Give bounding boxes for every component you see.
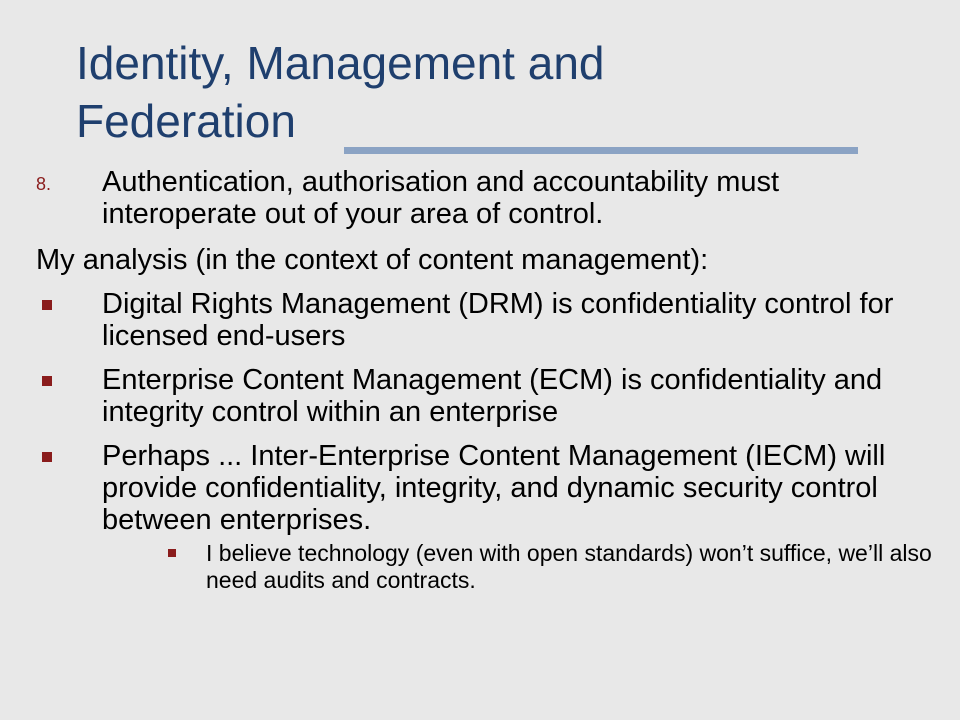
slide-title-line-2: Federation — [76, 95, 296, 147]
analysis-intro: My analysis (in the context of content management): — [36, 244, 709, 276]
bullet-text: Perhaps ... Inter-Enterprise Content Management (IECM) will provide confidentiality, integrity, and dynamic security control between enterprises. — [102, 440, 886, 536]
bullet-item — [36, 440, 936, 594]
square-bullet-icon — [42, 300, 52, 310]
title-underline-rule — [344, 147, 858, 154]
bullet-text: Digital Rights Management (DRM) is confidentiality control for licensed end-users — [102, 288, 894, 352]
sub-bullet-item — [168, 540, 936, 594]
bullet-item — [36, 364, 936, 428]
bullet-text: Enterprise Content Management (ECM) is confidentiality and integrity control within an enterprise — [102, 364, 883, 428]
numbered-item-text: Authentication, authorisation and accountability must interoperate out of your area of control. — [102, 166, 780, 230]
bullet-item — [36, 288, 936, 352]
square-bullet-icon — [42, 452, 52, 462]
sub-bullet-text: I believe technology (even with open standards) won’t suffice, we’ll also need audits and contracts. — [206, 540, 932, 593]
slide-title-line-1: Identity, Management and — [76, 37, 605, 89]
numbered-item — [36, 166, 936, 230]
slide-title — [76, 34, 876, 150]
square-bullet-icon — [42, 376, 52, 386]
slide-body — [36, 166, 936, 606]
item-number: 8. — [36, 174, 52, 194]
square-sub-bullet-icon — [168, 549, 176, 557]
